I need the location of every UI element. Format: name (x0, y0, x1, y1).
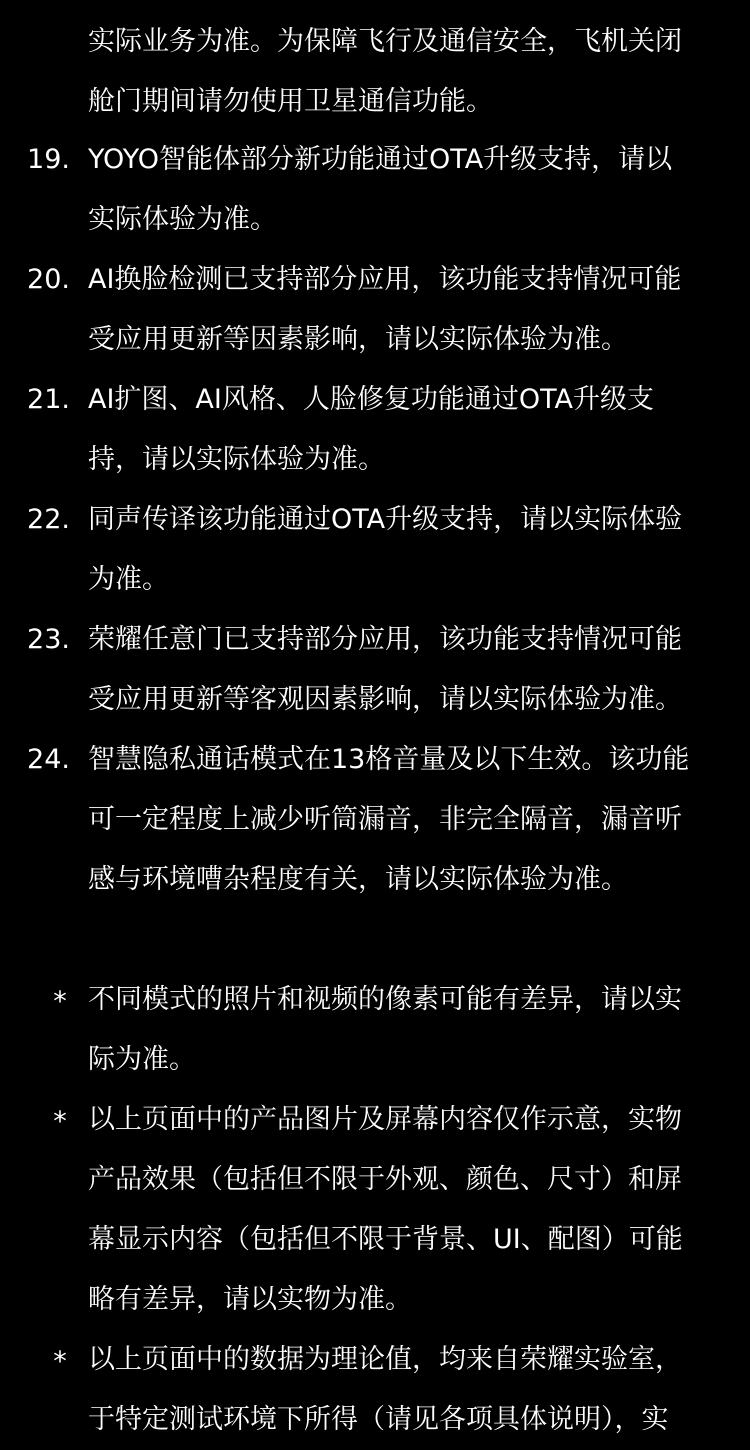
note-number: 21. (27, 384, 70, 415)
note-text-line: 实际业务为准。为保障飞行及通信安全，飞机关闭 (88, 26, 682, 57)
note-text-line: 感与环境嘈杂程度有关，请以实际体验为准。 (88, 864, 628, 895)
note-text-line: 可一定程度上减少听筒漏音，非完全隔音，漏音听 (88, 804, 682, 835)
note-text-line: 舱门期间请勿使用卫星通信功能。 (88, 86, 493, 117)
note-text-line: 受应用更新等因素影响，请以实际体验为准。 (88, 324, 628, 355)
note-text-line: 持，请以实际体验为准。 (88, 444, 385, 475)
disclaimer-text-line: 以上页面中的产品图片及屏幕内容仅作示意，实物 (88, 1104, 682, 1135)
note-text-line: 受应用更新等客观因素影响，请以实际体验为准。 (88, 684, 682, 715)
disclaimer-text-line: 产品效果（包括但不限于外观、颜色、尺寸）和屏 (88, 1164, 682, 1195)
disclaimer-text-line: 略有差异，请以实物为准。 (88, 1284, 412, 1315)
asterisk-marker: * (53, 1346, 67, 1377)
asterisk-marker: * (53, 1106, 67, 1137)
note-text-line: 实际体验为准。 (88, 204, 277, 235)
disclaimer-text-line: 幕显示内容（包括但不限于背景、UI、配图）可能 (88, 1224, 683, 1255)
disclaimer-text-line: 于特定测试环境下所得（请见各项具体说明），实 (88, 1404, 669, 1435)
note-text-line: AI扩图、AI风格、人脸修复功能通过OTA升级支 (88, 384, 654, 415)
note-number: 22. (27, 504, 70, 535)
disclaimer-text-line: 际为准。 (88, 1044, 196, 1075)
asterisk-marker: * (53, 986, 67, 1017)
note-text-line: 同声传译该功能通过OTA升级支持，请以实际体验 (88, 504, 683, 535)
disclaimer-text-line: 以上页面中的数据为理论值，均来自荣耀实验室， (88, 1344, 682, 1375)
note-text-line: AI换脸检测已支持部分应用，该功能支持情况可能 (88, 264, 682, 295)
disclaimer-text-line: 不同模式的照片和视频的像素可能有差异，请以实 (88, 984, 682, 1015)
note-text-line: 荣耀任意门已支持部分应用，该功能支持情况可能 (88, 624, 682, 655)
note-number: 23. (27, 624, 70, 655)
note-text-line: YOYO智能体部分新功能通过OTA升级支持，请以 (88, 144, 673, 175)
note-number: 19. (27, 144, 70, 175)
note-text-line: 智慧隐私通话模式在13格音量及以下生效。该功能 (88, 744, 690, 775)
note-number: 20. (27, 264, 70, 295)
note-text-line: 为准。 (88, 564, 169, 595)
note-number: 24. (27, 744, 70, 775)
